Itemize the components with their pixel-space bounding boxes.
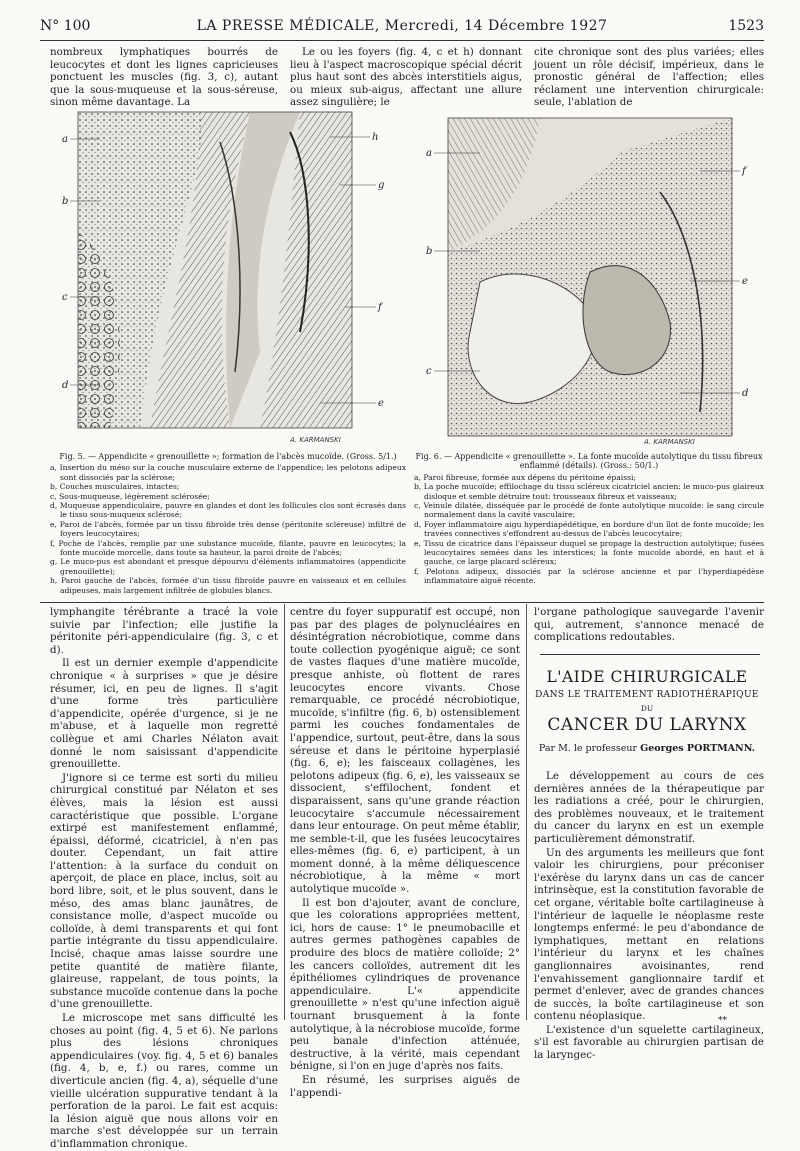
top-text-col3: cite chronique sont des plus variées; elles jouent un rôle décisif, impérieux, dans le pronostic général de l'affection; elles réclament une intervention chirurgicale: seule, l'ablation de — [534, 46, 764, 109]
paragraph: Il est bon d'ajouter, avant de conclure, que les colorations appropriées mettent, ici, hors de cause: 1° le pneumobacille et autres germes pathogènes capables de produire des blocs de matière colloïde; 2° les cancers colloïdes, autrement dit les épithéliomes cylindriques de provenance appendiculaire. L'« appendicite grenouillette » n'est qu'une infection aiguë tournant brusquement à la fonte autolytique, à la nécrobiose mucoïde, forme peu banale d'infection atténuée, destructive, à la vérité, mais cependant bénigne, si l'on en juge d'après nos faits. — [290, 896, 520, 1073]
fig6-label-f: f — [742, 166, 746, 177]
footer-mark: ** — [718, 1016, 727, 1026]
fig6-legend-item: e, Tissu de cicatrice dans l'épaisseur duquel se propage la destruction autolytique; fusées leucocytaires semées dans les interstices; la fonte mucoïde abordé, en haut et à gauche, ce large placard scléreux; — [414, 538, 764, 567]
fig5-label-b: b — [62, 196, 69, 207]
paragraph: Il est un dernier exemple d'appendicite chronique « à surprises » que je désire résumer, ici, en peu de lignes. Il s'agit d'une forme très particulière d'appendicite, opérée d'urgence, si je ne m'abuse, et à laquelle mon regretté collègue et ami Charles Nélaton avait donné le nom saisissant d'appendicite grenouillette. — [50, 657, 278, 771]
article-title: L'AIDE CHIRURGICALE — [546, 668, 748, 686]
figure-5-illustration — [60, 112, 408, 448]
header-rule — [40, 40, 764, 41]
body-column-2 — [290, 606, 520, 1099]
fig6-label-a: a — [426, 148, 432, 159]
article-du: DU — [640, 704, 654, 713]
figure-5 — [60, 112, 408, 448]
fig6-legend-item: f, Pelotons adipeux, dissociés par la sclérose ancienne et par l'hyperdiapédèse inflammatoire aiguë récente. — [414, 566, 764, 586]
fig5-legend-item: a, Insertion du méso sur la couche musculaire externe de l'appendice; les pelotons adipeux sont dissociés par la sclérose; — [50, 463, 406, 482]
fig5-label-g: g — [378, 180, 385, 191]
column-separator — [526, 604, 527, 1020]
article-rule — [540, 654, 760, 655]
fig5-label-f: f — [378, 302, 382, 313]
body-column-3-top — [534, 606, 764, 648]
article-heading — [530, 668, 764, 754]
fig6-label-e: e — [742, 276, 748, 287]
fig5-caption-title: Fig. 5. — Appendicite « grenouillette »; formation de l'abcès mucoïde. (Gross. 5/1.) — [59, 452, 397, 461]
paragraph: lymphangite térébrante a tracé la voie suivie par l'infection; elle justifie la péritonite péri-appendiculaire (fig. 3, c et d). — [50, 606, 278, 656]
column-separator — [284, 604, 285, 1020]
body-column-1 — [50, 606, 278, 1150]
fig5-label-c: c — [62, 292, 68, 303]
fig6-legend-item: a, Paroi fibreuse, formée aux dépens du péritoine épaissi; — [414, 472, 637, 482]
fig5-label-d: d — [62, 380, 69, 391]
paragraph: l'organe pathologique sauvegarde l'avenir qui, autrement, s'annonce menacé de complications redoutables. — [534, 606, 764, 644]
fig5-legend-item: g, Le muco-pus est abondant et presque dépourvu d'éléments inflammatoires (appendicite grenouillette); — [50, 557, 406, 576]
fig5-legend-item: b, Couches musculaires, intactes; — [50, 482, 180, 492]
fig5-label-a: a — [62, 134, 68, 145]
fig6-legend-item: c, Veinule dilatée, disséquée par le procédé de fonte autolytique mucoïde: le sang circule normalement dans la cavité vasculaire; — [414, 501, 764, 520]
fig5-legend-item: e, Paroi de l'abcès, formée par un tissu fibroïde très dense (péritonite scléreuse) infiltré de foyers leucocytaires; — [50, 519, 406, 539]
fig6-signature: A. KARMANSKI — [644, 438, 695, 446]
top-text-col1: nombreux lymphatiques bourrés de leucocytes et dont les lignes capricieuses ponctuent les muscles (fig. 3, c), autant que la sous-muqueuse et la sous-séreuse, sinon même davantage. La — [50, 46, 278, 109]
figure-6 — [420, 112, 766, 448]
article-subject: CANCER DU LARYNX — [547, 715, 747, 735]
figure-6-illustration — [420, 112, 766, 448]
issue-number: N° 100 — [40, 18, 91, 34]
body-column-3 — [534, 770, 764, 1062]
fig6-label-b: b — [426, 246, 433, 257]
paragraph: centre du foyer suppuratif est occupé, non pas par des plages de polynucléaires en désintégration nécrobiotique, comme dans toute collection pyogénique aiguë; ce sont de vastes flaques d'une matière mucoïde, presque anhiste, où flottent de rares leucocytes encore vivants. Chose remarquable, ce procédé nécrobiotique, mucoïde, s'infiltre (fig. 6, b) ostensiblement parmi les couches fondamentales de l'appendice, surtout, peut-être, dans la sous séreuse et dans le péritoine hyperplasié (fig. 6, e); les faisceaux collagènes, les pelotons adipeux (fig. 6, e), les vaisseaux se dissocient, s'effilochent, fondent et disparaissent, sans qu'une grande réaction leucocytaire s'accumule nécessairement dans leur entourage. On peut même établir, me semble-t-il, que les fusées leucocytaires elles-mêmes (fig. 6, e) participent, à un moment donné, à la même déliquescence nécrobiotique, à la même « mort autolytique mucoïde ». — [290, 606, 520, 896]
fig6-label-c: c — [426, 366, 432, 377]
fig5-legend-item: d, Muqueuse appendiculaire, pauvre en glandes et dont les follicules clos sont écrasés dans le tissu sous-muqueux sclérosé; — [50, 501, 406, 520]
fig5-signature: A. KARMANSKI — [290, 436, 341, 444]
figure-6-caption — [414, 452, 764, 598]
fig5-label-h: h — [372, 132, 379, 143]
paragraph: Un des arguments les meilleurs que font valoir les chirurgiens, pour préconiser l'exérèse du larynx dans un cas de cancer intrinsèque, est la constitution favorable de cet organe, véritable boîte cartilagineuse à l'intérieur de laquelle le néoplasme reste longtemps enfermé: le peu d'abondance de lymphatiques, mettant en relations l'intérieur du larynx et les chaînes ganglionnaires avoisinantes, rend l'envahissement ganglionnaire tardif et permet d'enlever, avec de grandes chances de succès, la boîte cartilagineuse et son contenu néoplasique. — [534, 846, 764, 1023]
author-name: Georges PORTMANN. — [640, 743, 756, 754]
article-subtitle: DANS LE TRAITEMENT RADIOTHÉRAPIQUE — [535, 690, 759, 700]
fig6-legend-item: b, La poche mucoïde; effilochage du tissu scléreux cicatriciel ancien: le muco-pus glaireux disloque et semble détruire tout: trousseaux fibreux et vaisseaux; — [414, 482, 764, 501]
figures-bottom-rule — [40, 602, 764, 603]
top-text-col2: Le ou les foyers (fig. 4, c et h) donnant lieu à l'aspect macroscopique spécial décrit plus haut sont des abcès interstitiels aigus, ou mieux sub-aigus, affectant une allure assez singulière; le — [290, 46, 522, 109]
article-author — [530, 743, 764, 754]
paragraph: En résumé, les surprises aiguës de l'appendi- — [290, 1073, 520, 1099]
page-header — [40, 18, 764, 38]
fig5-label-e: e — [378, 398, 384, 409]
fig5-legend-item: c, Sous-muqueuse, légèrement sclérosée; — [50, 491, 210, 501]
fig6-label-d: d — [742, 388, 749, 399]
page-number: 1523 — [728, 18, 764, 34]
journal-title: LA PRESSE MÉDICALE, Mercredi, 14 Décembre 1927 — [196, 18, 608, 34]
paragraph: Le développement au cours de ces dernières années de la thérapeutique par les radiations a créé, pour le chirurgien, des problèmes nouveaux, et le traitement du cancer du larynx en est un exemple particulièrement démonstratif. — [534, 770, 764, 845]
figure-5-caption — [50, 452, 406, 598]
paragraph: J'ignore si ce terme est sorti du milieu chirurgical constitué par Nélaton et ses élèves, mais la lésion est aussi caractéristique que possible. L'organe extirpé est manifestement enflammé, épaissi, déformé, cicatriciel, à n'en pas douter. Cependant, un fait attire l'attention: à la surface du conduit on aperçoit, de place en place, inclus, soit au bord libre, soit, et le plus souvent, dans le méso, des amas blanc jaunâtres, de consistance molle, d'aspect mucoïde ou colloïde, à demi transparents et qui font partie intégrante du tissu appendiculaire. Incisé, chaque amas laisse sourdre une petite quantité de matière filante, glaireuse, rappelant, de tous points, la substance mucoïde contenue dans la poche d'une grenouillette. — [50, 771, 278, 1011]
author-prefix: Par M. le professeur — [538, 743, 638, 754]
paragraph: Le microscope met sans difficulté les choses au point (fig. 4, 5 et 6). Ne parlons plus des lésions chroniques appendiculaires (voy. fig. 4, 5 et 6) banales (fig. 4, b, e, f.) ou rares, comme un diverticule ancien (fig. 4, a), séquelle d'une vieille ulcération suppurative tendant à la perforation de la paroi. Le fait est acquis: la lésion aiguë que nous allons voir en marche s'est développée sur un terrain d'inflammation chronique. — [50, 1012, 278, 1150]
paragraph: L'existence d'un squelette cartilagineux, s'il est favorable au chirurgien partisan de la laryngec- — [534, 1023, 764, 1062]
fig6-legend-item: d, Foyer inflammatoire aigu hyperdiapédétique, en bordure d'un îlot de fonte mucoïde; les travées connectives s'effondrent au-dessus de l'abcès leucocytaire; — [414, 519, 764, 539]
fig6-caption-title: Fig. 6. — Appendicite « grenouillette ». La fonte mucoïde autolytique du tissu fibreux enflammé (détails). (Gross.: 50/1.) — [415, 452, 763, 471]
fig5-legend-item: h, Paroi gauche de l'abcès, formée d'un tissu fibroïde pauvre en vaisseaux et en cellules adipeuses, mais largement infiltrée de globules blancs. — [50, 576, 406, 595]
fig5-legend-item: f, Poche de l'abcès, remplie par une substance mucoïde, filante, pauvre en leucocytes; la fonte mucoïde morcelle, dans toute sa hauteur, la paroi droite de l'abcès; — [50, 538, 406, 558]
